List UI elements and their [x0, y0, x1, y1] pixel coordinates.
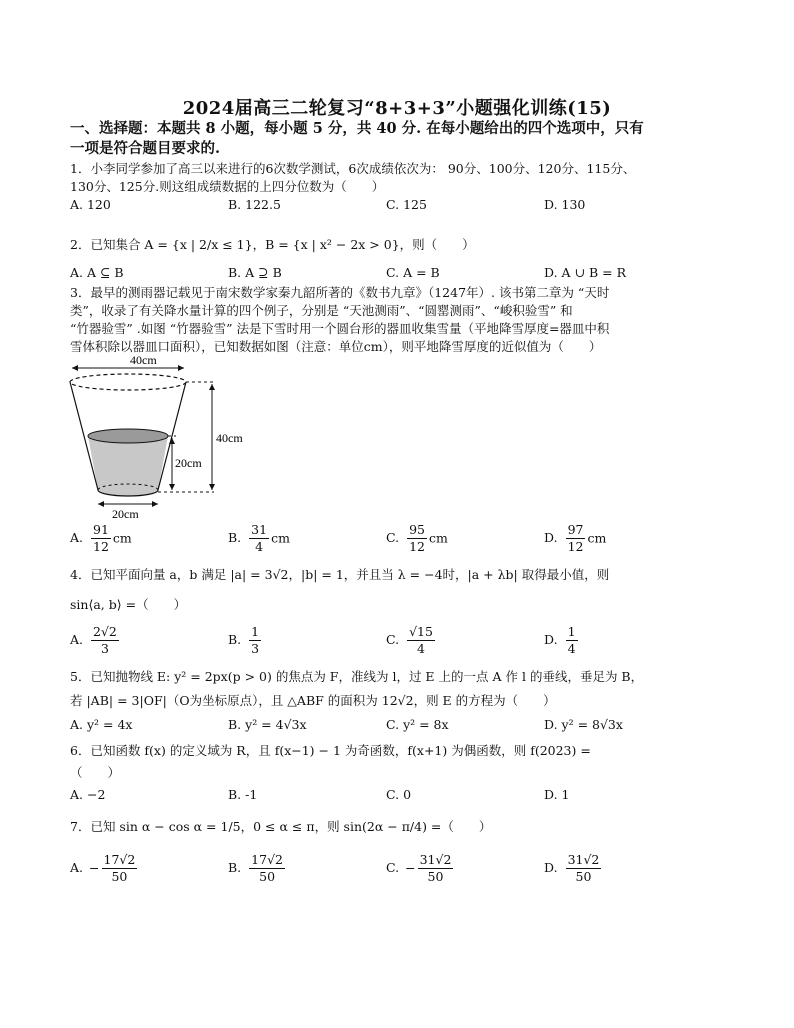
numerator: 31√2 [567, 852, 600, 867]
fraction [566, 852, 602, 885]
height-label: 40cm [216, 431, 243, 445]
height-arrow-top [209, 384, 215, 390]
denominator: 3 [251, 641, 260, 656]
numerator: 17√2 [251, 852, 283, 867]
q3-option-c[interactable] [386, 522, 448, 555]
denominator: 12 [93, 539, 109, 554]
unit: cm [271, 530, 290, 546]
denominator: 4 [567, 641, 576, 656]
q7-option-a[interactable] [70, 852, 139, 885]
option-letter: D. [544, 530, 558, 545]
q6-line1: 6．已知函数 f(x) 的定义域为 R，且 f(x−1) − 1 为奇函数，f(x+1) 为偶函数，则 f(2023) = [70, 743, 591, 758]
denominator: 12 [409, 539, 425, 554]
numerator: 1 [567, 624, 576, 639]
q3-line3: “竹器验雪” .如图 “竹器验雪” 法是下雪时用一个圆台形的器皿收集雪量（平地降雪厚度=器皿中积 [70, 321, 610, 336]
q1-option-c[interactable]: C. 125 [386, 197, 427, 212]
fraction [249, 852, 285, 885]
denominator: 50 [111, 869, 128, 884]
q4-line2: sin⟨a, b⟩ =（ ） [70, 597, 187, 612]
q3-line2: 类”，收录了有关降水量计算的四个例子，分别是 “天池测雨”、“圆罂测雨”、“峻积验雪” 和 [70, 303, 573, 318]
q1-line1: 1．小李同学参加了高三以来进行的6次数学测试，6次成绩依次为： 90分、100分、120分、115分、 [70, 161, 636, 176]
denominator: 4 [255, 539, 264, 554]
option-letter: D. [544, 632, 558, 647]
height-arrow-bottom [209, 484, 215, 490]
q4-option-c[interactable] [386, 624, 437, 657]
option-letter: A. [70, 530, 84, 545]
denominator: 4 [417, 641, 425, 656]
denominator: 50 [575, 869, 592, 884]
option-letter: D. [544, 860, 558, 875]
q2-option-d[interactable]: D. A ∪ B = R [544, 265, 626, 280]
fraction [91, 624, 119, 657]
numerator: 97 [567, 522, 584, 537]
option-letter: C. [386, 632, 400, 647]
top-arrow-right [178, 365, 184, 371]
q3-option-b[interactable] [228, 522, 290, 555]
q6-option-c[interactable]: C. 0 [386, 787, 412, 802]
q6-line2: （ ） [70, 765, 121, 780]
option-letter: B. [228, 860, 242, 875]
unit: cm [429, 530, 448, 546]
q7-text: 7．已知 sin α − cos α = 1/5，0 ≤ α ≤ π，则 sin(2α − π/4) =（ ） [70, 819, 492, 834]
q6-option-d[interactable]: D. 1 [544, 787, 570, 802]
q4-option-a[interactable] [70, 624, 121, 657]
denominator: 50 [427, 869, 444, 884]
snow-depth-label: 20cm [175, 456, 202, 470]
numerator: 95 [409, 522, 425, 537]
q2-option-c[interactable]: C. A = B [386, 265, 440, 280]
option-letter: A. [70, 860, 84, 875]
q4-option-b[interactable] [228, 624, 263, 657]
q2-option-b[interactable]: B. A ⊇ B [228, 265, 282, 280]
q5-option-a[interactable]: A. y² = 4x [70, 717, 133, 732]
snow-arrow-bottom [169, 484, 175, 490]
q7-option-b[interactable] [228, 852, 287, 885]
fraction [566, 522, 586, 555]
option-letter: A. [70, 632, 84, 647]
fraction [249, 522, 269, 555]
top-diameter-label: 40cm [130, 353, 157, 367]
bottom-arrow-right [152, 501, 158, 507]
q6-option-b[interactable]: B. -1 [228, 787, 258, 802]
denominator: 12 [567, 539, 584, 554]
numerator: 31√2 [419, 852, 452, 867]
q6-option-a[interactable]: A. −2 [70, 787, 106, 802]
q3-line4: 雪体积除以器皿口面积），已知数据如图（注意：单位cm），则平地降雪厚度的近似值为（ ） [70, 339, 602, 354]
q5-option-d[interactable]: D. y² = 8√3x [544, 717, 623, 732]
q2-option-a[interactable]: A. A ⊆ B [70, 265, 124, 280]
sign: − [405, 860, 416, 876]
bottom-arrow-left [98, 501, 104, 507]
sign: − [89, 860, 100, 876]
q2-text: 2．已知集合 A = {x | 2/x ≤ 1}，B = {x | x² − 2x > 0}，则（ ） [70, 237, 475, 252]
fraction [407, 522, 427, 555]
snow-bucket-figure [64, 352, 284, 522]
q4-option-d[interactable] [544, 624, 580, 657]
numerator: 91 [93, 522, 109, 537]
q1-option-d[interactable]: D. 130 [544, 197, 586, 212]
numerator: 1 [251, 624, 260, 639]
fraction [102, 852, 138, 885]
unit: cm [112, 530, 132, 546]
numerator: 2√2 [93, 624, 117, 639]
q7-option-d[interactable] [544, 852, 603, 885]
q4-line1: 4．已知平面向量 a，b 满足 |a| = 3√2，|b| = 1，并且当 λ = −4时，|a + λb| 取得最小值，则 [70, 567, 610, 582]
q5-line2: 若 |AB| = 3|OF|（O为坐标原点），且 △ABF 的面积为 12√2，则 E 的方程为（ ） [70, 693, 556, 708]
q3-option-a[interactable] [70, 522, 132, 555]
option-letter: B. [228, 632, 242, 647]
q1-line2: 130分、125分.则这组成绩数据的上四分位数为（ ） [70, 179, 385, 194]
fraction [407, 624, 435, 657]
bucket-top-rim [70, 374, 186, 390]
q5-option-b[interactable]: B. y² = 4√3x [228, 717, 307, 732]
snow-surface [88, 429, 168, 443]
q3-line1: 3．最早的测雨器记载见于南宋数学家秦九韶所著的《数书九章》（1247年）. 该书第二章为 “天时 [70, 285, 610, 300]
section-heading-line1: 一、选择题：本题共 8 小题，每小题 5 分，共 40 分. 在每小题给出的四个选项中，只有 [70, 120, 644, 137]
fraction [566, 624, 578, 657]
section-heading-line2: 一项是符合题目要求的. [70, 140, 221, 157]
option-letter: C. [386, 530, 400, 545]
numerator: 17√2 [103, 852, 136, 867]
q3-option-d[interactable] [544, 522, 606, 555]
bottom-diameter-label: 20cm [112, 507, 139, 521]
q5-line1: 5．已知抛物线 E: y² = 2px(p > 0) 的焦点为 F，准线为 l，过 E 上的一点 A 作 l 的垂线，垂足为 B， [70, 669, 644, 684]
fraction [91, 522, 111, 555]
denominator: 50 [259, 869, 276, 884]
q1-option-b[interactable]: B. 122.5 [228, 197, 281, 212]
numerator: 31 [251, 522, 268, 537]
q1-option-a[interactable]: A. 120 [70, 197, 111, 212]
option-letter: C. [386, 860, 400, 875]
snow-arrow-top [169, 438, 175, 444]
fraction [249, 624, 261, 657]
numerator: √15 [409, 624, 433, 639]
page-title: 2024届高三二轮复习“8+3+3”小题强化训练(15) [182, 98, 612, 119]
q5-option-c[interactable]: C. y² = 8x [386, 717, 449, 732]
top-arrow-left [72, 365, 78, 371]
q7-option-c[interactable] [386, 852, 455, 885]
option-letter: B. [228, 530, 242, 545]
denominator: 3 [100, 641, 109, 656]
fraction [418, 852, 454, 885]
unit: cm [587, 530, 607, 546]
